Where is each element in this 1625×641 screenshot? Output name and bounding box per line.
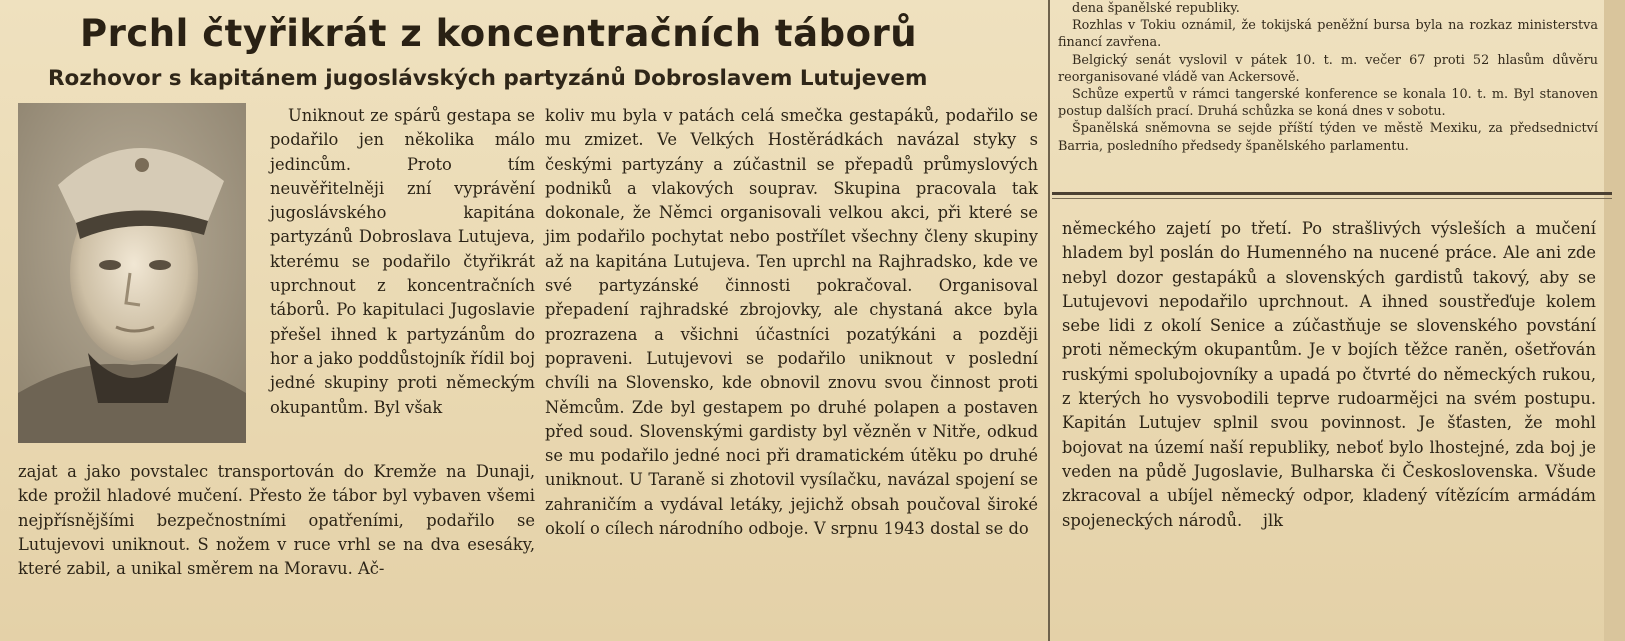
brief-item: Rozhlas v Tokiu oznámil, že tokijská peněžní bursa byla na rozkaz ministerstva financí zavřena. (1058, 18, 1598, 51)
article-subheadline: Rozhovor s kapitánem jugoslávských partyzánů Dobroslavem Lutujevem (48, 66, 928, 91)
section-rule-thin (1052, 198, 1612, 199)
column-3-text: německého zajetí po třetí. Po strašlivých výsleších a mučení hladem byl poslán do Humenného na nucené práce. Ale ani zde nebyl dozor gestapáků a slovenských gardistů takový, aby se Lutujevovi nepodařilo uprchnout. A ihned soustřeďuje kolem sebe lidi z okolí Senice a zúčastňuje se slovenského povstání proti německým okupantům. Je v bojích těžce raněn, ošetřován ruskými spolubojovníky a upadá po čtvrté do německých rukou, z kterých ho vysvobodili teprve rudoarmějci na svém postupu. Kapitán Lutujev splnil svou povinnost. Je šťasten, že mohl bojovat na území naší republiky, neboť bylo lhostejné, zda boj je veden na půdě Jugoslavie, Bulharska či Československa. Všude zkracoval a ubíjel německý odpor, kladený vítězícím armádám spojeneckých národů. (1062, 219, 1596, 530)
portrait-photo (18, 103, 246, 443)
article-headline: Prchl čtyřikrát z koncentračních táborů (80, 12, 918, 55)
column-1-continued-text: zajat a jako povstalec transportován do Kremže na Dunaji, kde prožil hladové mučení. Přesto že tábor byl vybaven všemi nejpřísnějšími bezpečnostními opatřeními, podařilo se Lutujevovi uniknout. S nožem v ruce vrhl se na dva esesáky, které zabil, a unikal směrem na Moravu. Ač- (18, 462, 535, 579)
column-2-text: koliv mu byla v patách celá smečka gestapáků, podařilo se mu zmizet. Ve Velkých Hostěrádkách navázal styky s českými partyzány a zúčastnil se přepadů průmyslových podniků a vlakových souprav. Skupina pracovala tak dokonale, že Němci organisovali velkou akci, při které se jim podařilo pochytat nebo postřílet všechny členy skupiny až na kapitána Lutujeva. Ten uprchl na Rajhradsko, kde ve své partyzánské činnosti pokračoval. Organisoval přepadení rajhradské zbrojovky, ale chystaná akce byla prozrazena a všichni účastníci pozatýkáni a později popraveni. Lutujevovi se podařilo uniknout v poslední chvíli na Slovensko, kde obnovil znovu svou činnost proti Němcům. Zde byl gestapem po druhé polapen a postaven před soud. Slovenskými gardisty byl vězněn v Nitře, odkud se mu podařilo jedné noci při dramatickém útěku po druhé uniknout. U Taraně si zhotovil vysílačku, navázal spojení se zahraničím a vydával letáky, jejichž obsah poučoval široké okolí o cílech národního odboje. V srpnu 1943 dostal se do (545, 106, 1038, 539)
column-1-text: Uniknout ze spárů gestapa se podařilo jen několika málo jedincům. Proto tím neuvěřitelněji zní vyprávění jugoslávského kapitána partyzánů Dobroslava Lutujeva, kterému se podařilo čtyřikrát uprchnout z koncentračních táborů. Po kapitulaci Jugoslavie přešel ihned k partyzánům do hor a jako poddůstojník řídil boj jedné skupiny proti německým okupantům. Byl však (270, 106, 535, 417)
brief-item: Belgický senát vyslovil v pátek 10. t. m. večer 67 proti 52 hlasům důvěru reorganisované vládě van Ackersově. (1058, 52, 1598, 85)
brief-item: Schůze expertů v rámci tangerské konference se konala 10. t. m. Byl stanoven postup dalších prací. Druhá schůzka se koná dnes v sobotu. (1058, 87, 1598, 120)
brief-item: dena španělské republiky. (1072, 1, 1240, 16)
page-edge (1604, 0, 1625, 641)
author-signature: jlk (1262, 510, 1284, 530)
column-divider (1048, 0, 1050, 641)
portrait-photo-svg (18, 103, 246, 443)
article-column-2 (545, 104, 1038, 541)
brief-item: Španělská sněmovna se sejde příští týden ve městě Mexiku, za předsednictví Barria, posledního předsedy španělského parlamentu. (1058, 121, 1598, 154)
article-column-3 (1062, 217, 1596, 533)
section-rule (1052, 192, 1612, 195)
article-column-1 (270, 104, 535, 420)
article-column-1-continued (18, 460, 535, 581)
news-briefs (1058, 0, 1598, 155)
